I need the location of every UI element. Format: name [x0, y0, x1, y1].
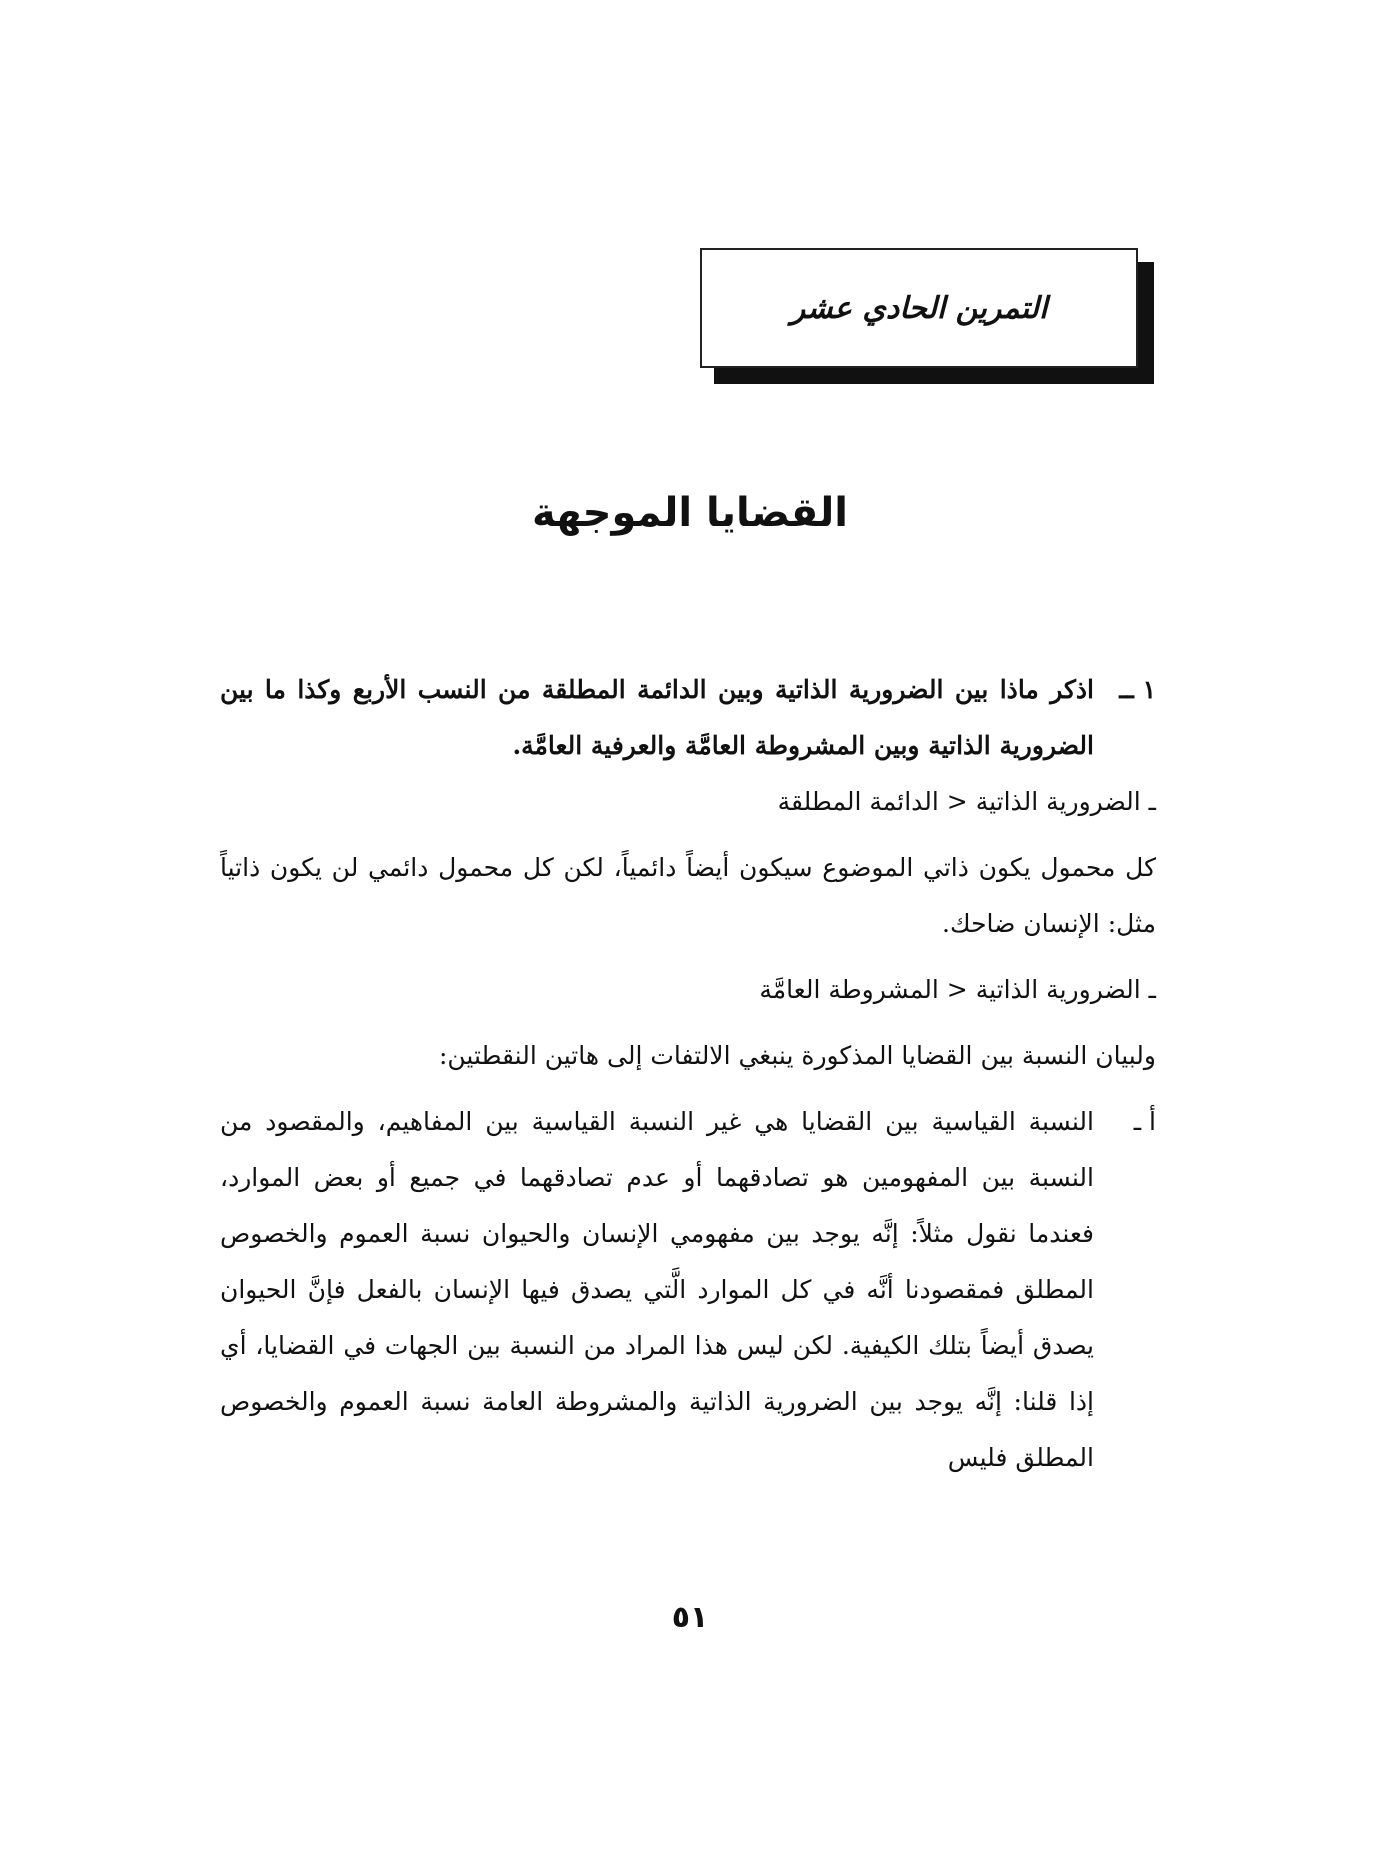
question-text: اذكر ماذا بين الضرورية الذاتية وبين الدائمة المطلقة من النسب الأربع وكذا ما بين الضرورية الذاتية وبين المشروطة العامَّة والعرفية العامَّة. — [220, 675, 1094, 760]
page-number: ٥١ — [671, 1600, 709, 1635]
relation-line-1: ـ الضرورية الذاتية < الدائمة المطلقة — [777, 787, 1156, 816]
point-a — [220, 1094, 1156, 1486]
point-a-mark: أ ـ — [1133, 1107, 1156, 1136]
page-content — [220, 662, 1156, 1486]
question-1 — [220, 662, 1156, 774]
page-title: القضايا الموجهة — [531, 490, 849, 536]
question-number: ١ ــ — [1119, 675, 1156, 704]
exercise-header-label: التمرين الحادي عشر — [790, 290, 1048, 326]
exercise-header-box — [700, 248, 1138, 368]
intro-paragraph: ولبيان النسبة بين القضايا المذكورة ينبغي الالتفات إلى هاتين النقطتين: — [438, 1041, 1156, 1070]
relation-line-2: ـ الضرورية الذاتية < المشروطة العامَّة — [759, 975, 1156, 1004]
explanation-paragraph: كل محمول يكون ذاتي الموضوع سيكون أيضاً دائمياً، لكن كل محمول دائمي لن يكون ذاتياً مثل: الإنسان ضاحك. — [220, 853, 1156, 938]
point-a-text: النسبة القياسية بين القضايا هي غير النسبة القياسية بين المفاهيم، والمقصود من النسبة بين المفهومين هو تصادقهما أو عدم تصادقهما في جميع أو بعض الموارد، فعندما نقول مثلاً: إنَّه يوجد بين مفهومي الإنسان والحيوان نسبة العموم والخصوص المطلق فمقصودنا أنَّه في كل الموارد الَّتي يصدق فيها الإنسان بالفعل فإنَّ الحيوان يصدق أيضاً بتلك الكيفية. لكن ليس هذا المراد من النسبة بين الجهات في القضايا، أي إذا قلنا: إنَّه يوجد بين الضرورية الذاتية والمشروطة العامة نسبة العموم والخصوص المطلق فليس — [220, 1107, 1094, 1472]
